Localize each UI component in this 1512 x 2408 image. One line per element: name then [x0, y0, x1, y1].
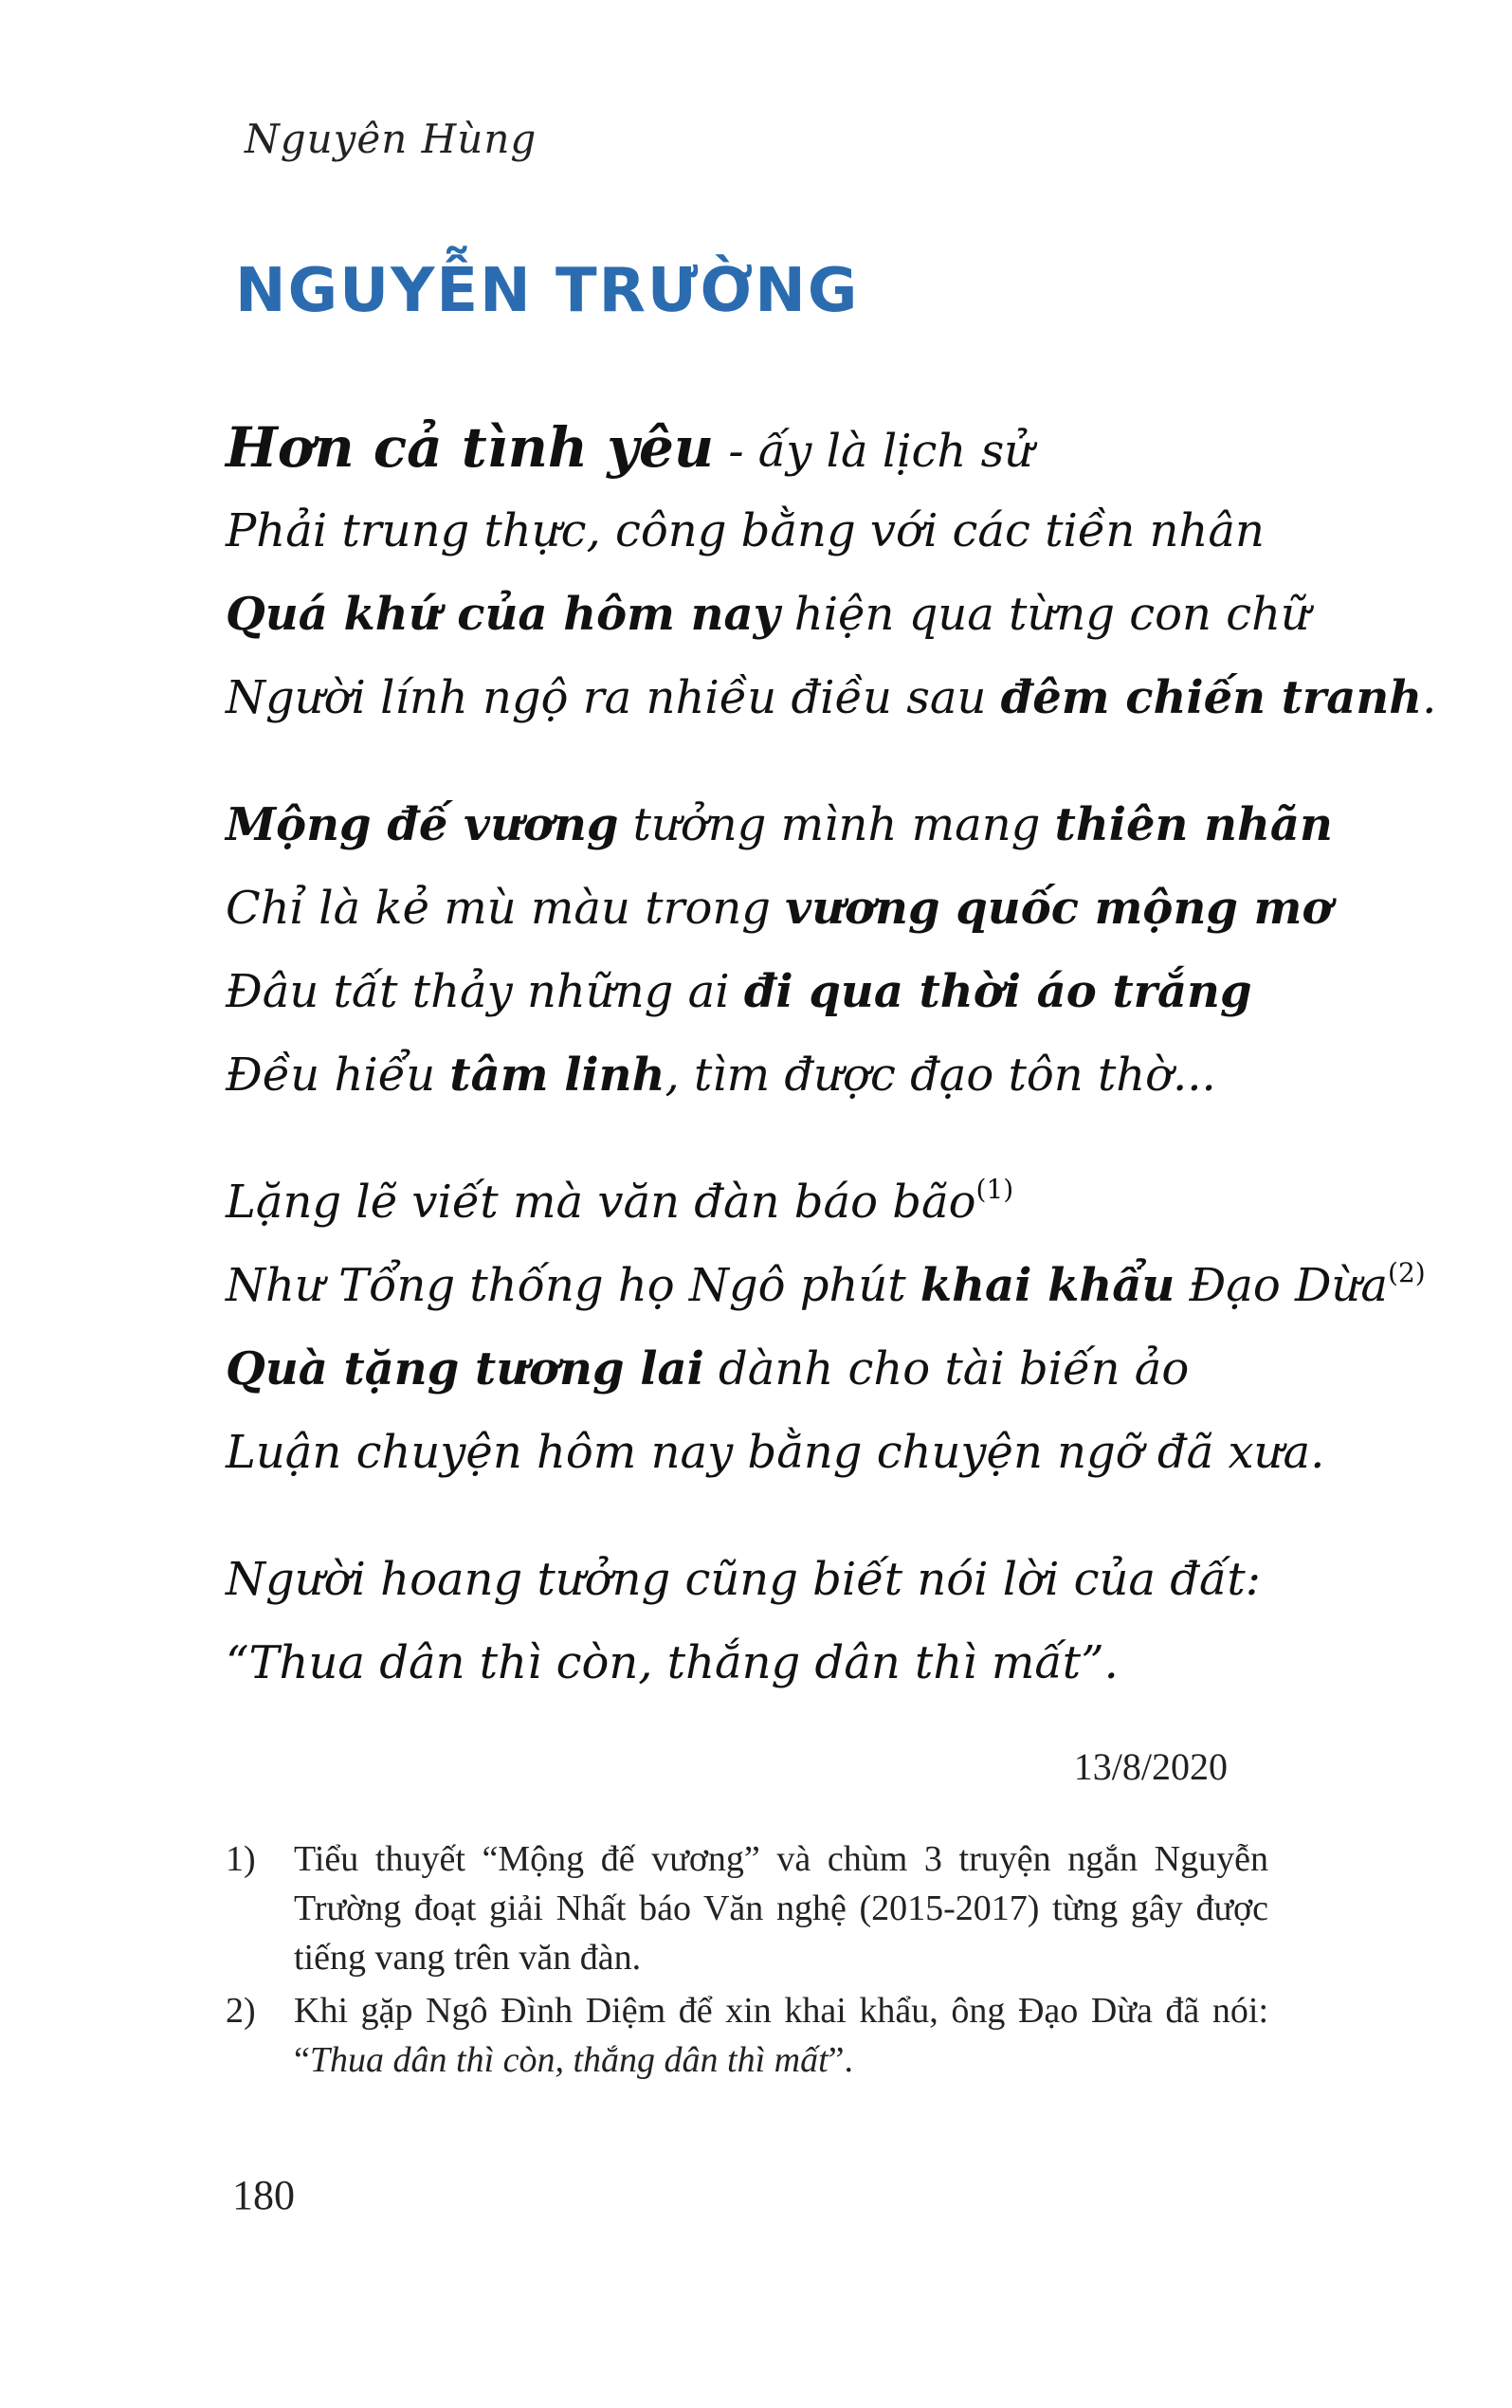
- footnote-ref: (1): [975, 1174, 1014, 1205]
- line-text: Người lính ngộ ra nhiều điều sau: [226, 671, 1001, 724]
- poem-stanza: [226, 1160, 1426, 1494]
- poem-line: [226, 950, 1316, 1033]
- line-text: hiện qua từng con chữ: [779, 588, 1310, 641]
- poem-line: [226, 1160, 1316, 1244]
- line-text: Phải trung thực, công bằng với các tiền nhân: [226, 504, 1265, 557]
- footnote-1: [226, 1834, 1268, 1982]
- line-text: tưởng mình mang: [618, 798, 1055, 851]
- footnote-text: Tiểu thuyết “Mộng đế vương” và chùm 3 truyện ngắn Nguyễn Trường đoạt giải Nhất báo Văn nghệ (2015-2017) từng gây được tiếng vang trên văn đàn.: [294, 1839, 1268, 1978]
- poem-line: [226, 573, 1316, 656]
- line-text: Như Tổng thống họ Ngô phút: [226, 1259, 920, 1312]
- line-text: Luận chuyện hôm nay bằng chuyện ngỡ đã xưa.: [226, 1426, 1325, 1479]
- poem-line: [226, 1538, 1316, 1621]
- footnote-ref: (2): [1388, 1257, 1426, 1288]
- poem-stanza: [226, 1538, 1316, 1705]
- footnote-text-after: ”.: [828, 2040, 854, 2080]
- line-text: Đâu tất thảy những ai: [226, 965, 744, 1018]
- emphasis-text: Quà tặng tương lai: [226, 1342, 704, 1396]
- line-text: .: [1422, 671, 1437, 724]
- footnote-text: [294, 1986, 1268, 2085]
- emphasis-text: Hơn cả tình yêu: [226, 415, 715, 480]
- poem-title: NGUYỄN TRƯỜNG: [235, 256, 860, 326]
- line-text: Người hoang tưởng cũng biết nói lời của đất:: [226, 1553, 1261, 1606]
- poem-line: [226, 867, 1333, 950]
- poem-line: [226, 656, 1437, 739]
- footnotes: [226, 1834, 1268, 2089]
- poem-body: [226, 406, 1437, 1748]
- footnote-text-before: Khi gặp Ngô Đình Diệm để xin khai khẩu, ông Đạo Dừa đã nói: “: [294, 1991, 1268, 2080]
- line-text: Đạo Dừa: [1175, 1259, 1389, 1312]
- line-text: Lặng lẽ viết mà văn đàn báo bão: [226, 1176, 976, 1229]
- footnote-number: 2): [226, 1991, 256, 2031]
- running-head: Nguyên Hùng: [245, 116, 537, 162]
- emphasis-text: đi qua thời áo trắng: [743, 965, 1252, 1018]
- footnote-number: 1): [226, 1839, 256, 1879]
- emphasis-text: vương quốc mộng mơ: [785, 882, 1333, 935]
- emphasis-text: tâm linh: [449, 1049, 665, 1102]
- poem-stanza: [226, 406, 1437, 739]
- footnote-2: [226, 1986, 1268, 2085]
- poem-line: [226, 1327, 1316, 1411]
- emphasis-text: đêm chiến tranh: [1000, 671, 1423, 724]
- poem-line: [226, 406, 1316, 489]
- poem-stanza: [226, 783, 1333, 1117]
- emphasis-text: Mộng đế vương: [226, 798, 619, 851]
- line-text: Đều hiểu: [226, 1049, 450, 1102]
- line-text: - ấy là lịch sử: [714, 425, 1034, 478]
- line-text: , tìm được đạo tôn thờ...: [665, 1049, 1216, 1102]
- poem-line: [226, 1033, 1316, 1117]
- emphasis-text: khai khẩu: [920, 1259, 1175, 1312]
- line-text: “Thua dân thì còn, thắng dân thì mất”.: [226, 1636, 1119, 1689]
- poem-line: [226, 1244, 1426, 1327]
- poem-date: 13/8/2020: [1073, 1745, 1228, 1788]
- line-text: dành cho tài biến ảo: [703, 1342, 1190, 1396]
- page-number: 180: [232, 2172, 295, 2218]
- emphasis-text: Quá khứ của hôm nay: [226, 588, 780, 641]
- poem-line: [226, 1621, 1316, 1705]
- line-text: Chỉ là kẻ mù màu trong: [226, 882, 786, 935]
- poem-line: [226, 1411, 1325, 1494]
- emphasis-text: thiên nhãn: [1054, 798, 1333, 851]
- footnote-quote: Thua dân thì còn, thắng dân thì mất: [309, 2040, 829, 2080]
- poem-line: [226, 783, 1333, 867]
- poem-line: [226, 489, 1316, 573]
